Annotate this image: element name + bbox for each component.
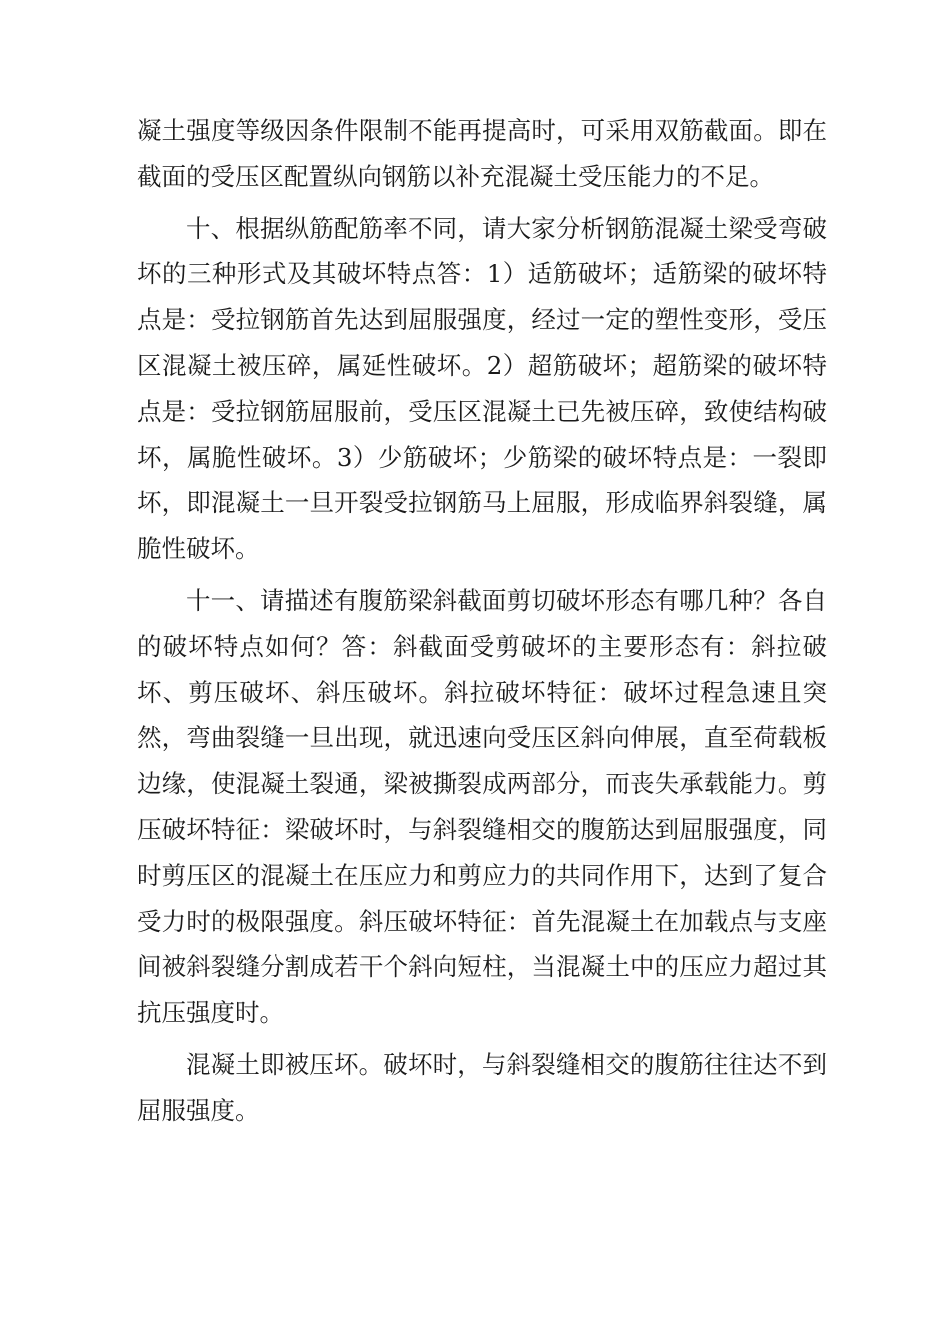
paragraph-question-10: 十、根据纵筋配筋率不同，请大家分析钢筋混凝土梁受弯破坏的三种形式及其破坏特点答：1）适筋破坏；适筋梁的破坏特点是：受拉钢筋首先达到屈服强度，经过一定的塑性变形，受压区混凝土被压碎，属延性破坏。2）超筋破坏；超筋梁的破坏特点是：受拉钢筋屈服前，受压区混凝土已先被压碎，致使结构破坏，属脆性破坏。3）少筋破坏；少筋梁的破坏特点是：一裂即坏，即混凝土一旦开裂受拉钢筋马上屈服，形成临界斜裂缝，属脆性破坏。 [137,213,827,564]
document-body [137,108,827,1134]
paragraph-intro-continuation: 凝土强度等级因条件限制不能再提高时，可采用双筋截面。即在截面的受压区配置纵向钢筋以补充混凝土受压能力的不足。 [137,116,827,191]
paragraph-question-11: 十一、请描述有腹筋梁斜截面剪切破坏形态有哪几种？各自的破坏特点如何？答：斜截面受剪破坏的主要形态有：斜拉破坏、剪压破坏、斜压破坏。斜拉破坏特征：破坏过程急速且突然，弯曲裂缝一旦出现，就迅速向受压区斜向伸展，直至荷载板边缘，使混凝土裂通，梁被撕裂成两部分，而丧失承载能力。剪压破坏特征：梁破坏时，与斜裂缝相交的腹筋达到屈服强度，同时剪压区的混凝土在压应力和剪应力的共同作用下，达到了复合受力时的极限强度。斜压破坏特征：首先混凝土在加载点与支座间被斜裂缝分割成若干个斜向短柱，当混凝土中的压应力超过其抗压强度时。 [137,585,827,1028]
paragraph-conclusion: 混凝土即被压坏。破坏时，与斜裂缝相交的腹筋往往达不到屈服强度。 [137,1049,827,1125]
